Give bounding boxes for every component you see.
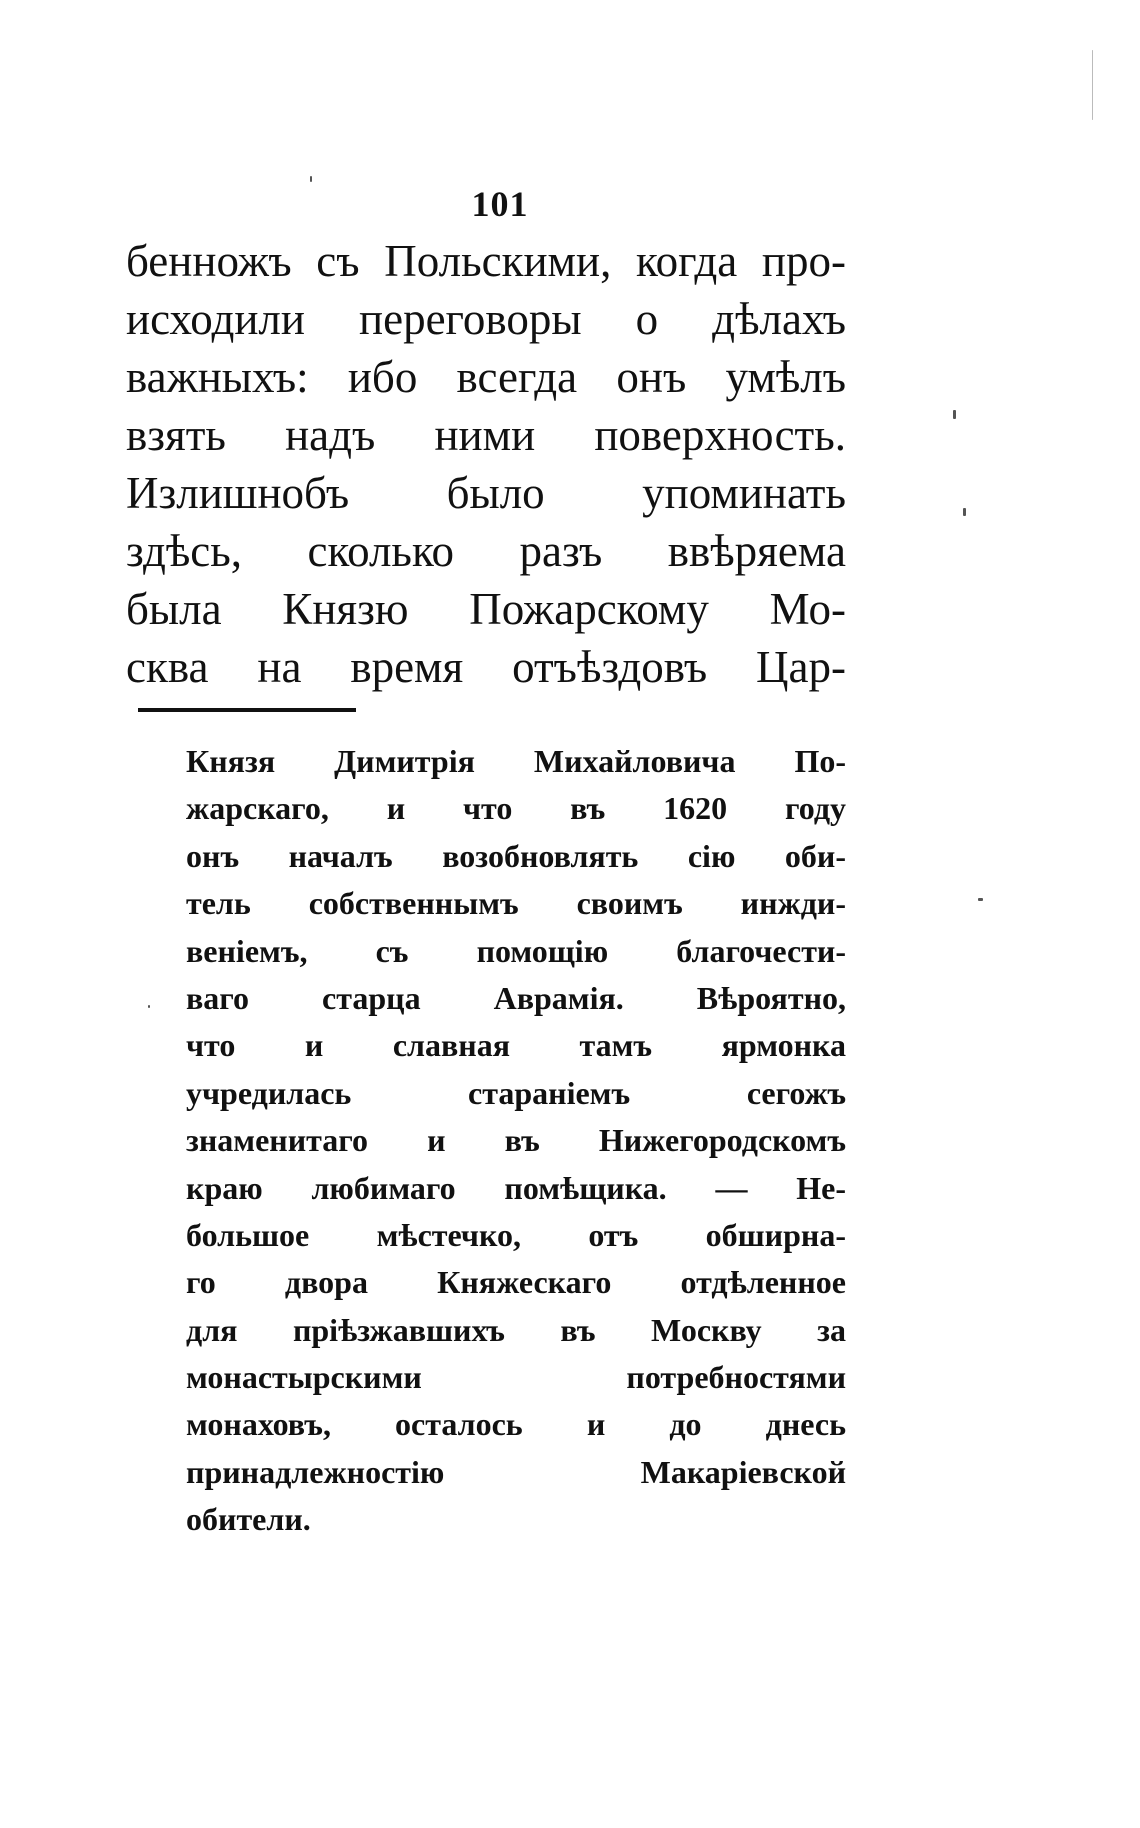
footnote-line: онъ началъ возобновлять сію оби- — [186, 837, 846, 874]
scan-speck — [1092, 50, 1093, 120]
footnote-line: монастырскими потребностями — [186, 1359, 846, 1396]
footnote-line: обители. — [186, 1501, 311, 1538]
main-text — [126, 232, 846, 696]
footnote — [186, 738, 846, 1544]
footnote-line: для пріѣзжавшихъ въ Москву за — [186, 1311, 846, 1348]
text-line: бенножъ съ Польскими, когда про- — [126, 236, 846, 286]
footnote-line: жарскаго, и что въ 1620 году — [186, 790, 846, 827]
footnote-line: учредилась стараніемъ сегожъ — [186, 1074, 846, 1111]
scan-speck — [148, 1005, 150, 1008]
footnote-line: что и славная тамъ ярмонка — [186, 1027, 846, 1064]
text-line: важныхъ: ибо всегда онъ умѣлъ — [126, 352, 846, 402]
scan-speck — [963, 508, 966, 516]
footnote-line: монаховъ, осталось и до днесь — [186, 1406, 846, 1443]
footnote-line: Князя Димитрія Михайловича По- — [186, 743, 846, 779]
scan-speck — [953, 410, 956, 419]
text-line: была Князю Пожарскому Мо- — [126, 584, 846, 634]
footnote-line: принадлежностію Макаріевской — [186, 1453, 846, 1490]
footnote-line: го двора Княжескаго отдѣленное — [186, 1264, 846, 1301]
footnote-line: знаменитаго и въ Нижегородскомъ — [186, 1122, 846, 1159]
text-line: взять надъ ними поверхность. — [126, 410, 846, 460]
page-number: 101 — [471, 184, 529, 224]
footnote-line: большое мѣстечко, отъ обширна- — [186, 1216, 846, 1253]
scan-speck — [978, 898, 983, 901]
scan-speck — [310, 176, 312, 182]
footnote-line: краю любимаго помѣщика. — Не- — [186, 1169, 846, 1206]
footnote-line: ваго старца Аврамія. Вѣроятно, — [186, 979, 846, 1016]
text-line: Излишнобъ было упоминать — [126, 468, 846, 518]
text-line: сква на время отъѣздовъ Цар- — [126, 642, 846, 692]
text-line: здѣсь, сколько разъ ввѣряема — [126, 526, 846, 576]
text-line: исходили переговоры о дѣлахъ — [126, 294, 846, 344]
footnote-divider — [138, 708, 356, 712]
footnote-line: тель собственнымъ своимъ инжди- — [186, 885, 846, 922]
footnote-line: веніемъ, съ помощію благочести- — [186, 932, 846, 969]
